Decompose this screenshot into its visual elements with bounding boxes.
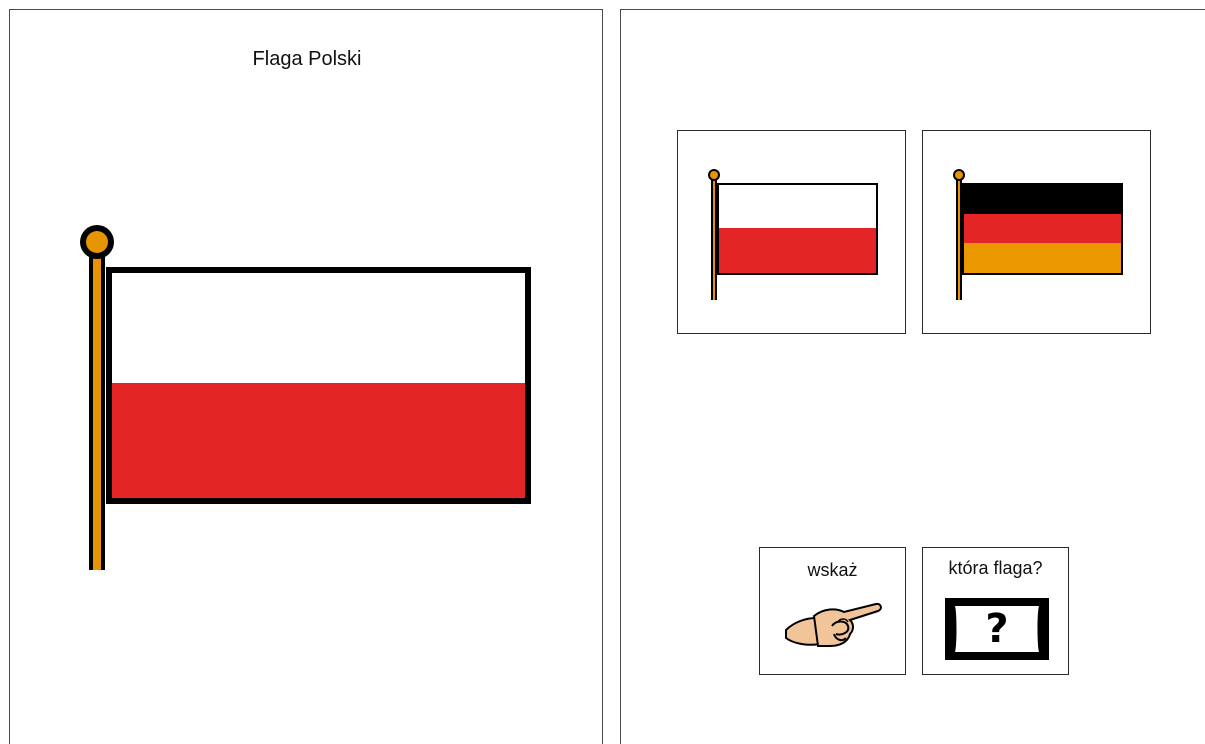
question-mark-icon [945,598,1049,665]
germany-flag-icon [923,131,1150,333]
symbol-label-which-flag: która flaga? [948,558,1043,578]
choice-card-germany[interactable] [922,130,1151,334]
poland-flag-large [70,215,550,585]
flag-pole-fill [93,253,101,570]
page-title: Flaga Polski [252,48,362,70]
flag-red-stripe [112,383,525,498]
flag-white-stripe [112,273,525,383]
symbol-card-which-flag[interactable] [922,547,1069,675]
pointing-hand-icon [784,596,884,658]
right-panel [620,9,1205,744]
poland-flag-icon [678,131,905,333]
symbol-label-point: wskaż [807,560,858,580]
symbol-card-point[interactable] [759,547,906,675]
left-panel [9,9,603,744]
question-mark: ? [985,606,1009,652]
choice-card-poland[interactable] [677,130,906,334]
